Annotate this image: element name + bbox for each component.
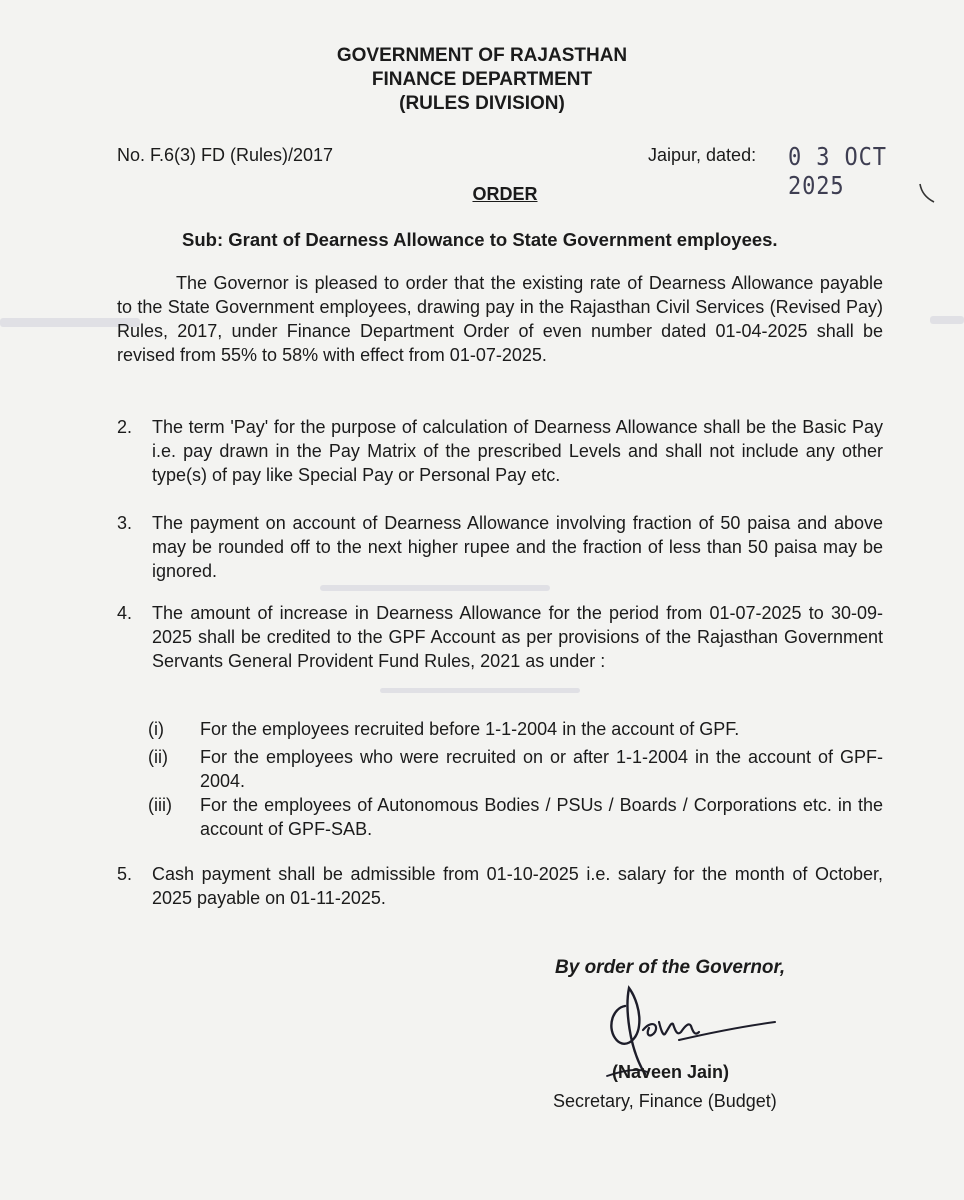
by-order-line: By order of the Governor, [555, 957, 786, 978]
bleed-through-mark [930, 316, 964, 324]
date-stamp: 0 3 OCT 2025 [788, 142, 887, 200]
signatory-designation: Secretary, Finance (Budget) [553, 1091, 777, 1111]
subject-line: Sub: Grant of Dearness Allowance to State Government employees. [182, 229, 778, 250]
item-number: 3. [117, 513, 133, 533]
header-division: (RULES DIVISION) [399, 93, 565, 114]
order-title: ORDER [472, 184, 538, 204]
header-department: FINANCE DEPARTMENT [371, 69, 593, 90]
intro-paragraph: The Governor is pleased to order that the existing rate of Dearness Allowance payable to the State Government employees, drawing pay in the Rajasthan Civil Services (Revised Pay) Rules, 2017, under Finance Department Order of even number dated 01-04-2025 shall be revised from 55% to 58% with effect from 01-07-2025. [117, 273, 883, 365]
item-number: 2. [117, 417, 133, 437]
item-number: 5. [117, 864, 133, 884]
item-text: The term 'Pay' for the purpose of calculation of Dearness Allowance shall be the Basic Pay i.e. pay drawn in the Pay Matrix of the prescribed Levels and shall not include any other type(s) of pay like Special Pay or Personal Pay etc. [152, 417, 883, 485]
item-text: The amount of increase in Dearness Allowance for the period from 01-07-2025 to 30-09-2025 shall be credited to the GPF Account as per provisions of the Rajasthan Government Servants General Provident Fund Rules, 2021 as under : [152, 603, 883, 671]
sub-item-number: (i) [148, 719, 164, 739]
item-text: The payment on account of Dearness Allowance involving fraction of 50 paisa and above may be rounded off to the next higher rupee and the fraction of less than 50 paisa may be ignored. [152, 513, 883, 581]
signatory-name: (Naveen Jain) [612, 1062, 730, 1082]
sub-item-text: For the employees of Autonomous Bodies / PSUs / Boards / Corporations etc. in the account of GPF-SAB. [200, 795, 883, 839]
item-text: Cash payment shall be admissible from 01-10-2025 i.e. salary for the month of October, 2025 payable on 01-11-2025. [152, 864, 883, 908]
dated-label: Jaipur, dated: [648, 145, 757, 165]
header-government: GOVERNMENT OF RAJASTHAN [336, 45, 628, 66]
sub-item-number: (iii) [148, 795, 172, 815]
sub-item-number: (ii) [148, 747, 168, 767]
bleed-through-mark [380, 688, 580, 693]
sub-item-text: For the employees who were recruited on or after 1-1-2004 in the account of GPF-2004. [200, 747, 883, 791]
sub-item-text: For the employees recruited before 1-1-2004 in the account of GPF. [200, 719, 740, 739]
reference-number: No. F.6(3) FD (Rules)/2017 [117, 145, 334, 165]
bleed-through-mark [320, 585, 550, 591]
item-number: 4. [117, 603, 133, 623]
